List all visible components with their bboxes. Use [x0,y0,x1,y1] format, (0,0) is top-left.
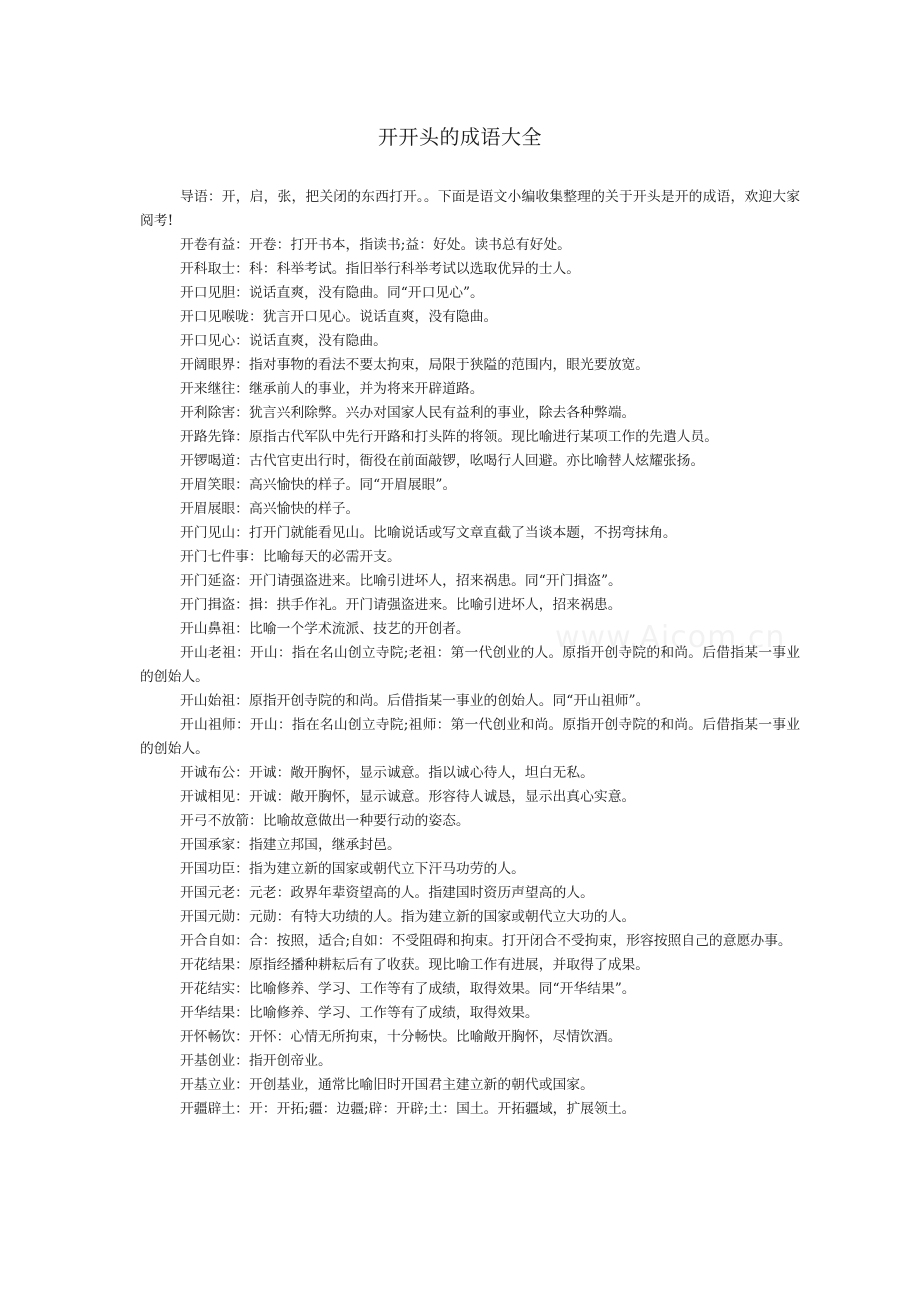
idiom-entry: 开怀畅饮：开怀：心情无所拘束，十分畅快。比喻敞开胸怀，尽情饮酒。 [180,1029,622,1045]
idiom-entry: 开口见心：说话直爽，没有隐曲。 [180,333,387,349]
idiom-entry: 开眉展眼：高兴愉快的样子。 [180,501,360,517]
idiom-entry: 开基创业：指开创帝业。 [180,1053,332,1069]
idiom-entry: 开国功臣：指为建立新的国家或朝代立下汗马功劳的人。 [180,861,525,877]
idiom-entry: 开基立业：开创基业，通常比喻旧时开国君主建立新的朝代或国家。 [180,1077,594,1093]
idiom-entry: 开口见喉咙：犹言开口见心。说话直爽，没有隐曲。 [180,309,498,325]
idiom-entry: 开门七件事：比喻每天的必需开支。 [180,549,401,565]
idiom-entry: 开诚布公：开诚：敞开胸怀，显示诚意。指以诚心待人，坦白无私。 [180,765,594,781]
paragraph-intro: 导语：开，启，张，把关闭的东西打开。。下面是语文小编收集整理的关于开头是开的成语，欢迎大家阅考! [140,189,800,229]
idiom-entry: 开门延盗：开门请强盗进来。比喻引进坏人，招来祸患。同“开门揖盗”。 [180,573,622,589]
page-title: 开开头的成语大全 [378,125,542,149]
idiom-entry: 开诚相见：开诚：敞开胸怀，显示诚意。形容待人诚恳，显示出真心实意。 [180,789,636,805]
idiom-entry: 开路先锋：原指古代军队中先行开路和打头阵的将领。现比喻进行某项工作的先遣人员。 [180,429,719,445]
idiom-entry: 开山始祖：原指开创寺院的和尚。后借指某一事业的创始人。同“开山祖师”。 [180,693,650,709]
idiom-entry: 开利除害：犹言兴利除弊。兴办对国家人民有益利的事业，除去各种弊端。 [180,405,636,421]
idiom-entry: 开来继往：继承前人的事业，并为将来开辟道路。 [180,381,484,397]
idiom-entry: 开山鼻祖：比喻一个学术流派、技艺的开创者。 [180,621,470,637]
idiom-entry: 开锣喝道：古代官吏出行时，衙役在前面敲锣，吆喝行人回避。亦比喻替人炫耀张扬。 [180,453,705,469]
idiom-entry: 开花结实：比喻修养、学习、工作等有了成绩，取得效果。同“开华结果”。 [180,981,636,997]
idiom-entry: 开眉笑眼：高兴愉快的样子。同“开眉展眼”。 [180,477,457,493]
watermark: www.Aicom.cn [555,620,786,655]
idiom-entry: 开山老祖：开山：指在名山创立寺院;老祖：第一代创业的人。原指开创寺院的和尚。后借指某一事业的创始人。 [140,645,800,685]
idiom-entry: 开合自如：合：按照，适合;自如：不受阻碍和拘束。打开闭合不受拘束，形容按照自己的意愿办事。 [180,933,792,949]
idiom-entry: 开科取士：科：科举考试。指旧举行科举考试以选取优异的士人。 [180,261,581,277]
idiom-entry: 开弓不放箭：比喻故意做出一种要行动的姿态。 [180,813,470,829]
idiom-entry: 开花结果：原指经播种耕耘后有了收获。现比喻工作有进展，并取得了成果。 [180,957,650,973]
idiom-entry: 开华结果：比喻修养、学习、工作等有了成绩，取得效果。 [180,1005,539,1021]
idiom-entry: 开阔眼界：指对事物的看法不要太拘束，局限于狭隘的范围内，眼光要放宽。 [180,357,650,373]
idiom-entry: 开疆辟土：开：开拓;疆：边疆;辟：开辟;土：国土。开拓疆域，扩展领土。 [180,1101,636,1117]
idiom-entry: 开门揖盗：揖：拱手作礼。开门请强盗进来。比喻引进坏人，招来祸患。 [180,597,622,613]
idiom-entry: 开口见胆：说话直爽，没有隐曲。同“开口见心”。 [180,285,484,301]
idiom-entry: 开门见山：打开门就能看见山。比喻说话或写文章直截了当谈本题，不拐弯抹角。 [180,525,677,541]
document-body [140,185,800,1121]
idiom-entry: 开山祖师：开山：指在名山创立寺院;祖师：第一代创业和尚。原指开创寺院的和尚。后借指某一事业的创始人。 [140,717,800,757]
idiom-entry: 开国元老：元老：政界年辈资望高的人。指建国时资历声望高的人。 [180,885,594,901]
idiom-entry: 开国元勋：元勋：有特大功绩的人。指为建立新的国家或朝代立大功的人。 [180,909,636,925]
idiom-entry: 开国承家：指建立邦国，继承封邑。 [180,837,401,853]
idiom-entry: 开卷有益：开卷：打开书本，指读书;益：好处。读书总有好处。 [180,237,571,253]
